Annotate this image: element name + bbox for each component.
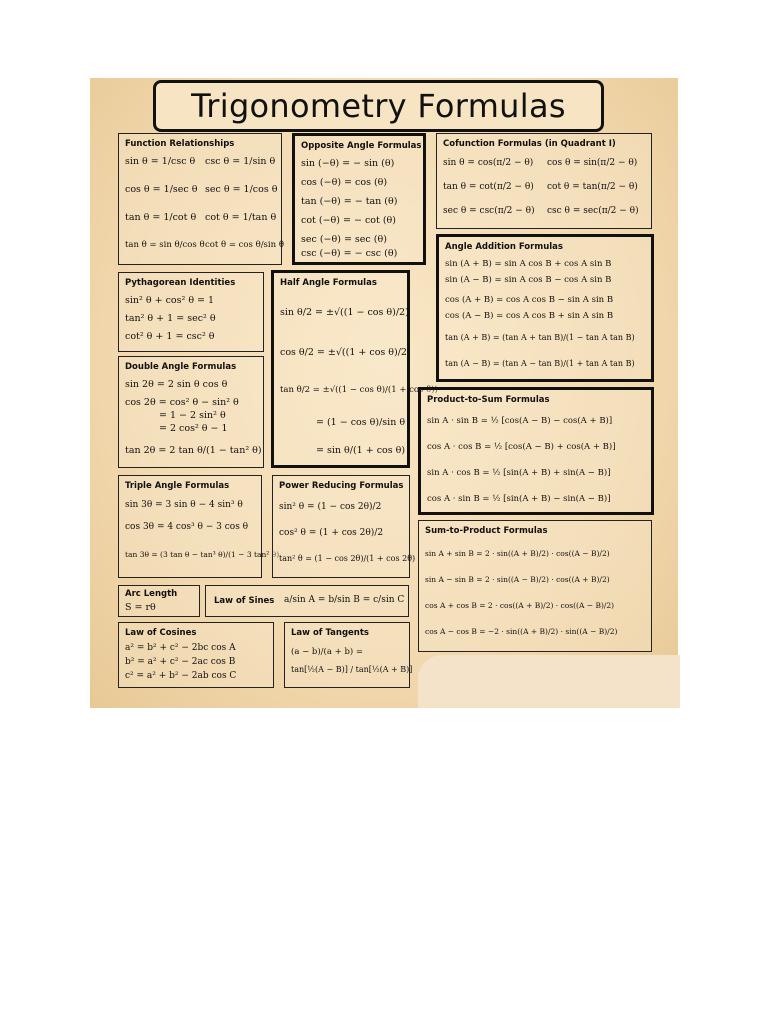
law-of-cosines-heading: Law of Cosines [125,628,197,638]
formula: cot² θ + 1 = csc² θ [125,331,215,342]
formula: (a − b)/(a + b) = [291,647,364,657]
formula: sin 2θ = 2 sin θ cos θ [125,379,228,390]
formula: cot (−θ) = − cot (θ) [301,215,396,226]
formula: tan[½(A − B)] / tan[½(A + B)] [291,665,413,674]
paper-smudge [418,655,680,708]
formula: cot θ = 1/tan θ [205,212,277,223]
law-of-tangents-box [284,622,413,688]
formula: tan θ = sin θ/cos θ [125,240,205,250]
formula: sec θ = csc(π/2 − θ) [443,206,535,216]
sum-to-product-box [418,520,652,652]
page-title: Trigonometry Formulas [153,80,604,132]
formula: sin (−θ) = − sin (θ) [301,158,395,169]
formula: sin² θ = (1 − cos 2θ)/2 [279,502,382,512]
formula: = 1 − 2 sin² θ [159,410,226,421]
formula: cos² θ = (1 + cos 2θ)/2 [279,528,384,538]
law-of-tangents-heading: Law of Tangents [291,628,369,638]
power-reducing-heading: Power Reducing Formulas [279,481,404,491]
formula: tan (A + B) = (tan A + tan B)/(1 − tan A tan B) [445,333,635,342]
formula: tan (−θ) = − tan (θ) [301,196,398,207]
triple-angle-heading: Triple Angle Formulas [125,481,230,491]
formula: tan θ = 1/cot θ [125,212,197,223]
product-to-sum-heading: Product-to-Sum Formulas [427,395,550,405]
formula: sin A − sin B = 2 · sin((A − B)/2) · cos((A + B)/2) [425,575,610,584]
formula: sin² θ + cos² θ = 1 [125,295,215,306]
half-angle-box [271,270,438,468]
function-relationships-box [118,133,282,265]
opposite-angle-box [292,133,426,265]
angle-addition-box [436,234,654,382]
formula: cos θ = 1/sec θ [125,184,198,195]
formula: sin θ = 1/csc θ [125,156,196,167]
formula: S = rθ [125,602,156,613]
pythagorean-heading: Pythagorean Identities [125,278,236,288]
formula: = 2 cos² θ − 1 [159,423,228,434]
pythagorean-box [118,272,264,352]
formula: cos (−θ) = cos (θ) [301,177,388,188]
formula: tan θ/2 = ±√((1 − cos θ)/(1 + cos θ)) [280,385,438,395]
law-of-sines-heading: Law of Sines [214,596,275,606]
formula: cot θ = cos θ/sin θ [205,240,284,250]
formula: tan (A − B) = (tan A − tan B)/(1 + tan A tan B) [445,359,635,368]
cofunction-box [436,133,652,229]
formula: a/sin A = b/sin B = c/sin C [284,595,405,605]
formula: cos A · sin B = ½ [sin(A + B) − sin(A − B)] [427,494,611,504]
formula: c² = a² + b² − 2ab cos C [125,671,237,681]
arc-length-box [118,585,200,617]
formula: = (1 − cos θ)/sin θ [316,417,406,428]
formula: tan 3θ = (3 tan θ − tan³ θ)/(1 − 3 tan² θ) [125,550,280,559]
formula: cos A · cos B = ½ [cos(A − B) + cos(A + B)] [427,442,616,452]
opposite-angle-heading: Opposite Angle Formulas [301,141,422,151]
formula: sin θ/2 = ±√((1 − cos θ)/2) [280,307,409,318]
formula: cos A + cos B = 2 · cos((A + B)/2) · cos((A − B)/2) [425,601,615,610]
formula: sin (A + B) = sin A cos B + cos A sin B [445,259,612,269]
formula: sin (A − B) = sin A cos B − cos A sin B [445,275,612,285]
formula: cos θ = sin(π/2 − θ) [547,158,638,168]
arc-length-heading: Arc Length [125,589,178,599]
formula: csc (−θ) = − csc (θ) [301,248,398,259]
law-of-cosines-box [118,622,274,688]
formula: sin A · cos B = ½ [sin(A + B) + sin(A − B)] [427,468,611,478]
formula: csc θ = sec(π/2 − θ) [547,206,639,216]
formula: sec θ = 1/cos θ [205,184,278,195]
formula: sec (−θ) = sec (θ) [301,234,387,245]
angle-addition-heading: Angle Addition Formulas [445,242,563,252]
formula: tan 2θ = 2 tan θ/(1 − tan² θ) [125,445,262,456]
formula: cos (A − B) = cos A cos B + sin A sin B [445,311,614,321]
half-angle-heading: Half Angle Formulas [280,278,377,288]
formula: cos 3θ = 4 cos³ θ − 3 cos θ [125,522,249,532]
product-to-sum-box [418,387,654,515]
power-reducing-box [272,475,416,578]
double-angle-box [118,356,264,468]
formula: cos 2θ = cos² θ − sin² θ [125,397,239,408]
formula: tan² θ + 1 = sec² θ [125,313,216,324]
formula: cos (A + B) = cos A cos B − sin A sin B [445,295,614,305]
formula: sin 3θ = 3 sin θ − 4 sin³ θ [125,500,243,510]
formula: tan² θ = (1 − cos 2θ)/(1 + cos 2θ) [279,554,416,563]
formula: cos θ/2 = ±√((1 + cos θ)/2) [280,347,411,358]
sum-to-product-heading: Sum-to-Product Formulas [425,526,548,536]
formula: cos A − cos B = −2 · sin((A + B)/2) · sin((A − B)/2) [425,627,618,636]
formula: sin A · sin B = ½ [cos(A − B) − cos(A + B)] [427,416,613,426]
formula: tan θ = cot(π/2 − θ) [443,182,534,192]
cofunction-heading: Cofunction Formulas (in Quadrant I) [443,139,616,149]
double-angle-heading: Double Angle Formulas [125,362,237,372]
formula: b² = a² + c² − 2ac cos B [125,657,236,667]
formula: = sin θ/(1 + cos θ) [316,445,406,456]
formula: sin A + sin B = 2 · sin((A + B)/2) · cos((A − B)/2) [425,549,610,558]
formula: cot θ = tan(π/2 − θ) [547,182,638,192]
function-relationships-heading: Function Relationships [125,139,235,149]
formula: a² = b² + c² − 2bc cos A [125,643,236,653]
law-of-sines-box [205,585,409,617]
formula: sin θ = cos(π/2 − θ) [443,158,534,168]
formula: csc θ = 1/sin θ [205,156,276,167]
triple-angle-box [118,475,280,578]
